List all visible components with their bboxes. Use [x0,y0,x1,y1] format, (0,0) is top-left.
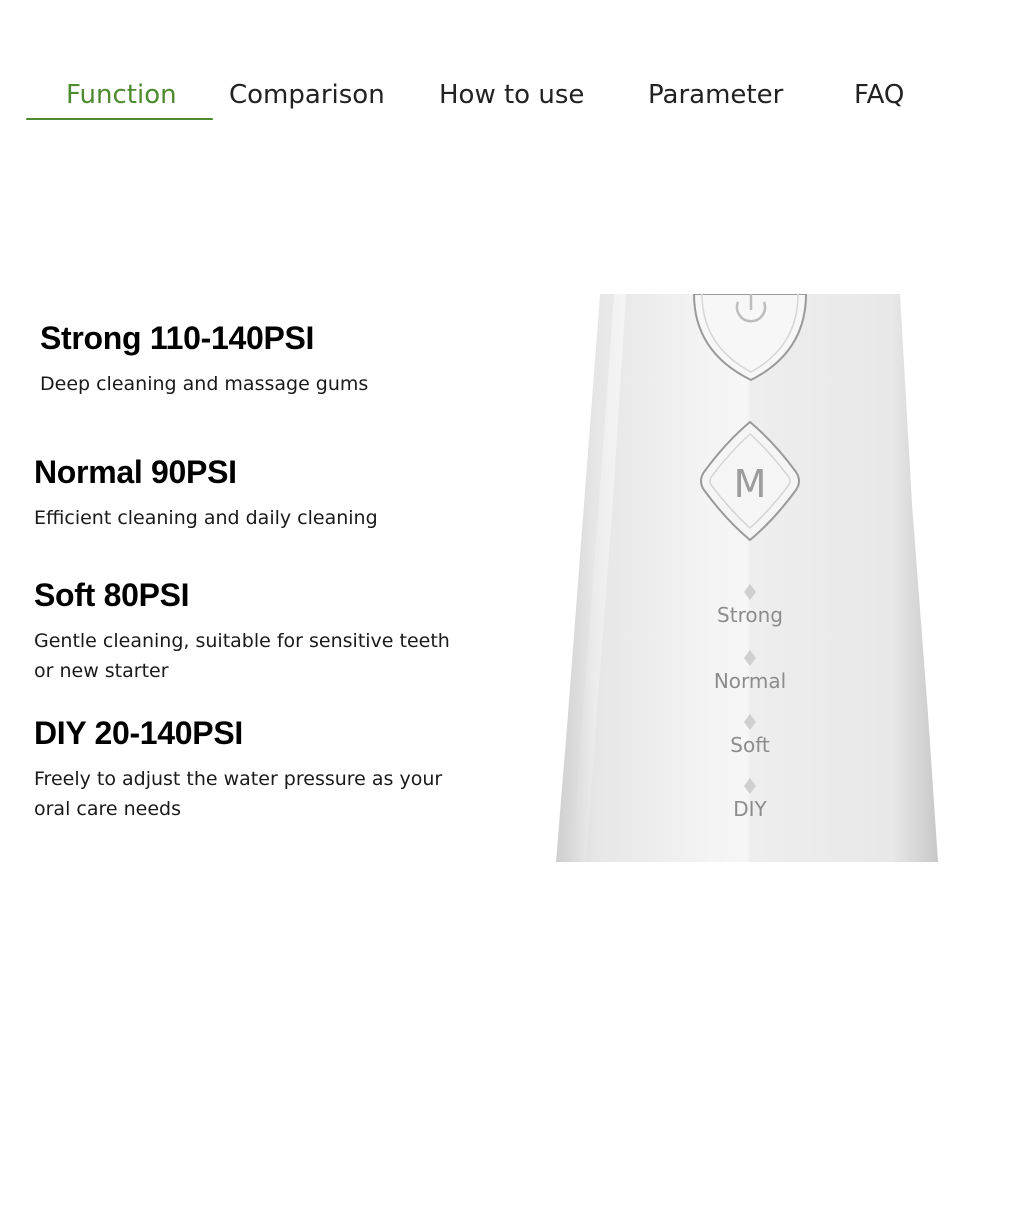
mode-diy-title: DIY 20-140PSI [34,715,243,751]
mode-diy-description: Freely to adjust the water pressure as your oral care needs [34,768,443,820]
mode-normal-title: Normal 90PSI [34,454,237,490]
mode-button-letter: M [733,462,767,506]
device-label-diy: DIY [733,797,767,821]
device-label-strong: Strong [717,603,783,627]
mode-normal [34,454,474,533]
tab-bar [0,0,1024,130]
water-flosser-image [556,294,940,862]
mode-normal-description: Efficient cleaning and daily cleaning [34,507,378,529]
device-label-soft: Soft [730,733,770,757]
tab-parameter[interactable]: Parameter [648,80,784,110]
mode-soft-description: Gentle cleaning, suitable for sensitive teeth or new starter [34,630,450,682]
active-tab-underline [26,118,213,120]
mode-strong-title: Strong 110-140PSI [40,320,315,356]
tab-comparison[interactable]: Comparison [229,80,385,110]
mode-strong [40,320,480,399]
tab-faq[interactable]: FAQ [854,80,905,110]
tab-function[interactable]: Function [66,80,177,110]
mode-soft [34,577,474,686]
mode-strong-description: Deep cleaning and massage gums [40,373,369,395]
mode-diy [34,715,454,824]
tab-how-to-use[interactable]: How to use [439,80,585,110]
mode-soft-title: Soft 80PSI [34,577,190,613]
device-label-normal: Normal [713,669,787,693]
